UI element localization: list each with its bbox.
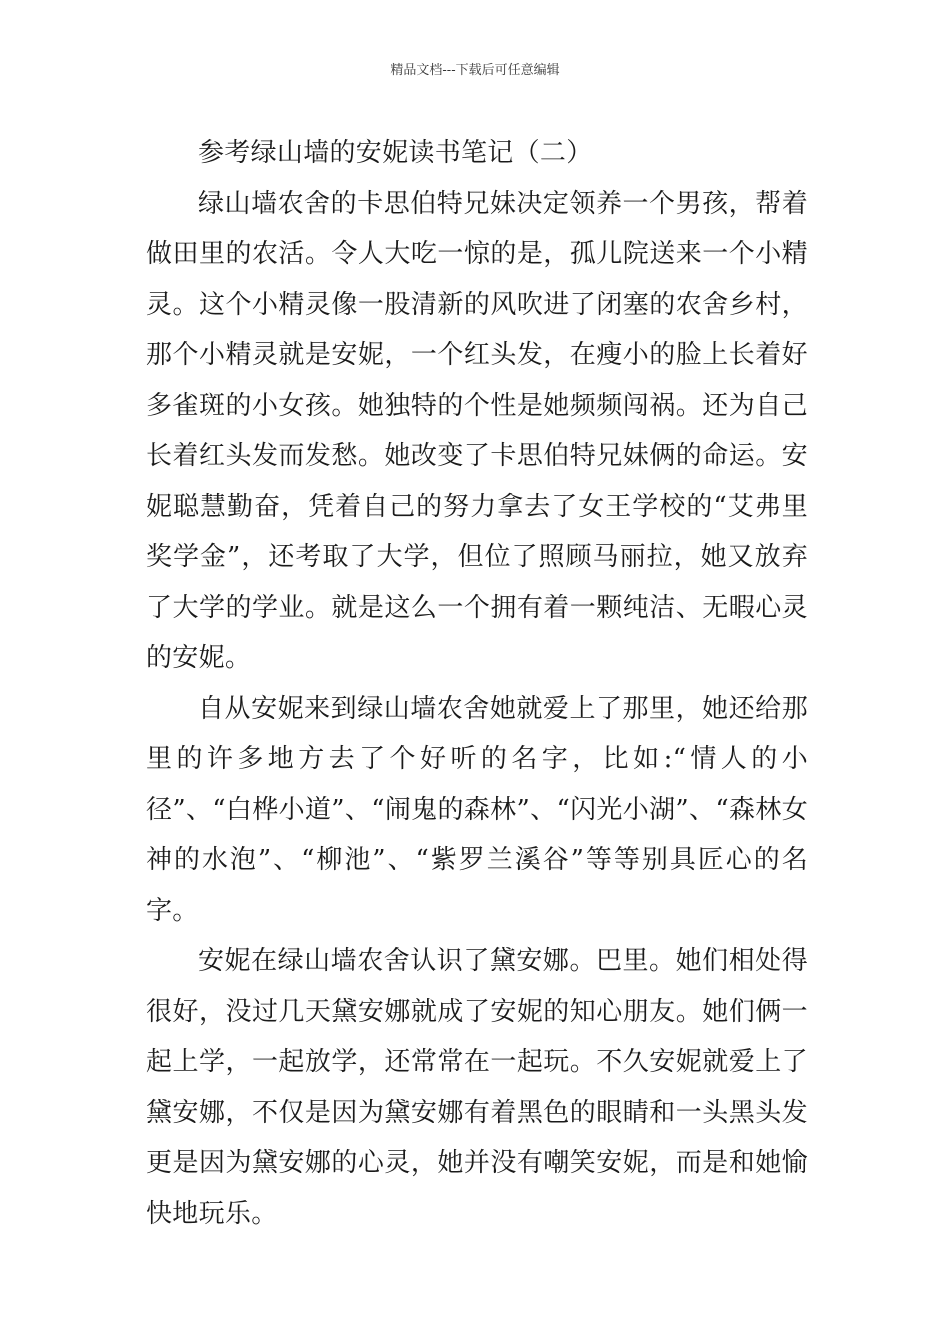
paragraph-2: 自从安妮来到绿山墙农舍她就爱上了那里，她还给那里的许多地方去了个好听的名字，比如:“情人的小径”、“白桦小道”、“闹鬼的森林”、“闪光小湖”、“森林女神的水泡”、“柳池”、“紫罗兰溪谷”等等别具匠心的名字。 xyxy=(146,693,808,926)
document-title: 参考绿山墙的安妮读书笔记（二） xyxy=(198,138,593,168)
paragraph-3: 安妮在绿山墙农舍认识了黛安娜。巴里。她们相处得很好，没过几天黛安娜就成了安妮的知心朋友。她们俩一起上学，一起放学，还常常在一起玩。不久安妮就爱上了黛安娜，不仅是因为黛安娜有着黑色的眼睛和一头黑头发更是因为黛安娜的心灵，她并没有嘲笑安妮，而是和她愉快地玩乐。 xyxy=(146,946,808,1229)
paragraph-1: 绿山墙农舍的卡思伯特兄妹决定领养一个男孩，帮着做田里的农活。令人大吃一惊的是，孤儿院送来一个小精灵。这个小精灵像一股清新的风吹进了闭塞的农舍乡村，那个小精灵就是安妮，一个红头发，在瘦小的脸上长着好多雀斑的小女孩。她独特的个性是她频频闯祸。还为自己长着红头发而发愁。她改变了卡思伯特兄妹俩的命运。安妮聪慧勤奋，凭着自己的努力拿去了女王学校的“艾弗里奖学金”，还考取了大学，但位了照顾马丽拉，她又放弃了大学的学业。就是这么一个拥有着一颗纯洁、无暇心灵的安妮。 xyxy=(146,188,808,673)
document-body xyxy=(146,128,808,1239)
page-header: 精品文档---下载后可任意编辑 xyxy=(390,63,560,78)
